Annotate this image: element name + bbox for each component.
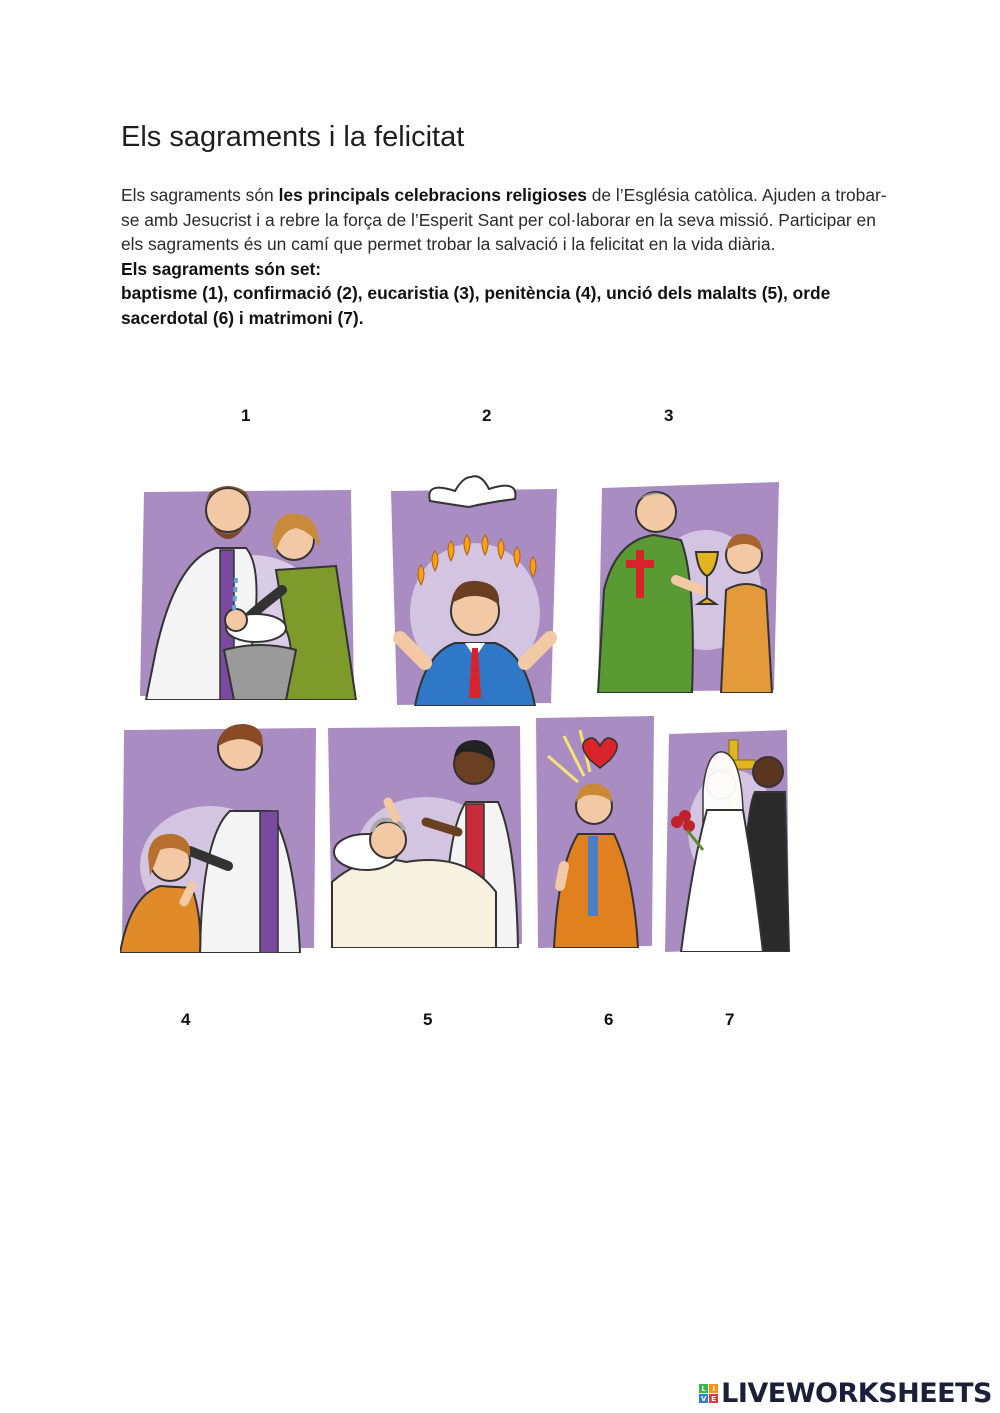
number-label-2: 2 xyxy=(482,406,492,425)
intro-text xyxy=(121,183,891,330)
number-label-1: 1 xyxy=(241,406,251,425)
holy-orders-illustration xyxy=(534,716,656,948)
matrimony-illustration xyxy=(663,730,790,952)
sacraments-heading: Els sagraments són set: xyxy=(121,258,322,279)
penance-illustration xyxy=(120,716,318,953)
number-label-5: 5 xyxy=(423,1010,433,1029)
confirmation-illustration xyxy=(385,463,560,706)
number-label-7: 7 xyxy=(725,1010,735,1029)
brand-name: LIVEWORKSHEETS xyxy=(721,1378,992,1409)
intro-paragraph: Els sagraments són les principals celebracions religioses de l’Església catòlica. Ajuden a trobar-se amb Jesucrist i a rebre la força de l’Esperit Sant per col·laborar en la seva missió. Participar en els sagraments és un camí que permet trobar la salvació i la felicitat en la vida diària. xyxy=(121,185,887,254)
number-label-6: 6 xyxy=(604,1010,614,1029)
baptism-illustration xyxy=(136,470,362,700)
logo-mark: L I V E xyxy=(699,1384,718,1403)
number-label-3: 3 xyxy=(664,406,674,425)
number-label-4: 4 xyxy=(181,1010,191,1029)
page-title: Els sagraments i la felicitat xyxy=(121,121,465,153)
sacraments-list: baptisme (1), confirmació (2), eucaristia (3), penitència (4), unció dels malalts (5), orde sacerdotal (6) i matrimoni (7). xyxy=(121,283,831,328)
intro-highlight: les principals celebracions religioses xyxy=(278,185,587,205)
eucharist-illustration xyxy=(596,480,782,693)
liveworksheets-logo xyxy=(699,1378,992,1409)
anointing-illustration xyxy=(326,722,522,948)
